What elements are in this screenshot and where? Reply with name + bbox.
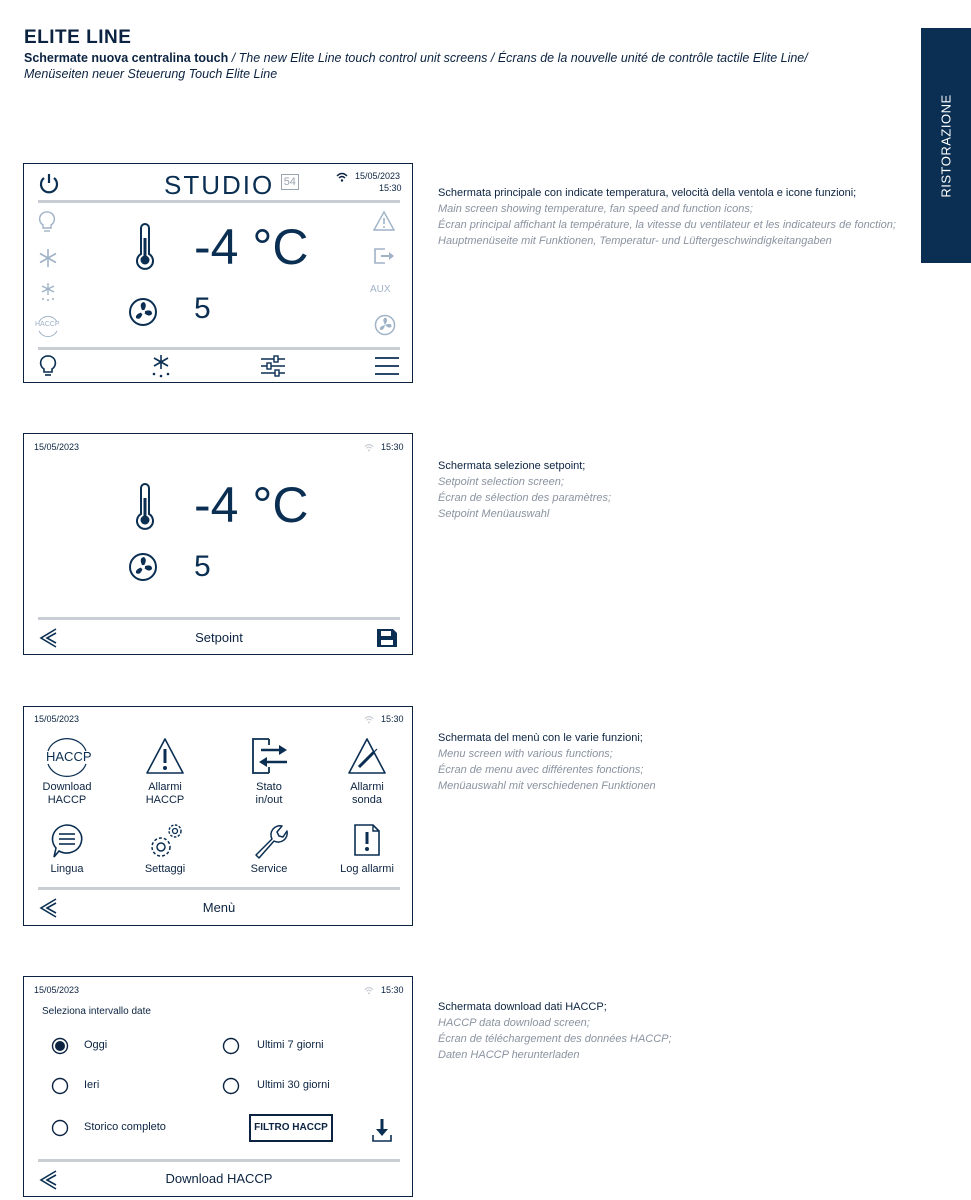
- wifi-icon: [364, 715, 374, 724]
- footer-title: Download HACCP: [165, 1171, 273, 1186]
- menu-hamburger-icon[interactable]: [375, 356, 399, 376]
- speech-bubble-icon: [50, 823, 84, 859]
- radio-label: Oggi: [84, 1039, 108, 1051]
- desc-en: Main screen showing temperature, fan speed and function icons;: [438, 203, 753, 215]
- date-range-prompt: Seleziona intervallo date: [42, 1006, 151, 1017]
- radio-unselected-icon: [51, 1119, 69, 1137]
- wifi-icon: [364, 986, 374, 995]
- haccp-download-screen: [23, 976, 413, 1197]
- temperature-setpoint-value[interactable]: -4 °C: [194, 477, 309, 533]
- haccp-icon-text: HACCP: [46, 749, 92, 764]
- menu-item-settaggi[interactable]: [134, 821, 196, 881]
- thermometer-icon: [134, 224, 156, 270]
- bottom-separator: [38, 617, 400, 620]
- wifi-icon: [364, 443, 374, 452]
- main-screen: [23, 163, 413, 383]
- radio-label: Ultimi 30 giorni: [257, 1079, 330, 1091]
- status-time: 15:30: [381, 442, 404, 452]
- subtitle-german: Menüseiten neuer Steuerung Touch Elite Line: [24, 67, 278, 81]
- radio-label: Storico completo: [84, 1121, 166, 1133]
- description-setpoint-screen: [438, 458, 918, 522]
- haccp-status-icon: [35, 315, 61, 337]
- page-subtitle: [24, 50, 904, 82]
- radio-unselected-icon: [222, 1077, 240, 1095]
- status-date: 15/05/2023: [34, 985, 80, 995]
- menu-item-download-haccp[interactable]: [36, 735, 98, 809]
- footer-title: Setpoint: [195, 630, 243, 645]
- menu-item-service[interactable]: [238, 821, 300, 881]
- back-chevron-icon[interactable]: [38, 897, 58, 919]
- desc-it: Schermata principale con indicate temperatura, velocità della ventola e icone funzioni;: [438, 187, 857, 199]
- desc-fr: Écran de téléchargement des données HACCP;: [438, 1033, 672, 1045]
- bottom-separator: [38, 1159, 400, 1162]
- temperature-value: -4 °C: [194, 219, 309, 275]
- save-floppy-icon[interactable]: [376, 628, 398, 648]
- desc-en: Menu screen with various functions;: [438, 748, 613, 760]
- menu-item-label: Settaggi: [144, 863, 186, 875]
- wifi-icon: [336, 172, 348, 182]
- desc-de: Menüauswahl mit verschiedenen Funktionen: [438, 780, 656, 792]
- probe-warning-icon: [347, 737, 387, 775]
- description-haccp-download-screen: [438, 999, 918, 1063]
- status-time: 15:30: [381, 985, 404, 995]
- desc-it: Schermata del menù con le varie funzioni;: [438, 732, 643, 744]
- menu-item-label: sonda: [352, 794, 382, 806]
- haccp-icon: [42, 737, 92, 777]
- alarm-log-document-icon: [353, 823, 381, 857]
- menu-item-label: Stato: [256, 781, 282, 793]
- footer-title: Menù: [202, 900, 236, 915]
- section-tab: [921, 28, 971, 263]
- menu-item-label: Allarmi: [148, 781, 182, 793]
- menu-item-lingua[interactable]: [36, 821, 98, 881]
- back-chevron-icon[interactable]: [38, 1169, 58, 1191]
- haccp-status-label: HACCP: [35, 321, 60, 328]
- desc-de: Hauptmenüseite mit Funktionen, Temperatur- und Lüftergeschwindigkeitangaben: [438, 235, 832, 247]
- aux-indicator: [370, 284, 391, 295]
- filtro-haccp-button[interactable]: FILTRO HACCP: [249, 1114, 333, 1142]
- status-date: 15/05/2023: [355, 171, 401, 181]
- radio-ultimi-7-giorni[interactable]: [222, 1037, 324, 1060]
- description-menu-screen: [438, 730, 918, 794]
- radio-selected-icon: [51, 1037, 69, 1055]
- radio-ultimi-30-giorni[interactable]: [222, 1077, 330, 1100]
- radio-oggi[interactable]: [51, 1037, 108, 1060]
- radio-label: Ultimi 7 giorni: [257, 1039, 324, 1051]
- menu-item-allarmi-haccp[interactable]: [134, 735, 196, 809]
- light-bulb-status-icon: [38, 211, 56, 233]
- radio-ieri[interactable]: [51, 1077, 100, 1100]
- fan-speed-setpoint-value[interactable]: 5: [194, 550, 211, 583]
- menu-item-label: HACCP: [145, 794, 185, 806]
- warning-triangle-icon: [145, 737, 185, 775]
- page-title: ELITE LINE: [24, 27, 132, 48]
- desc-fr: Écran de menu avec différentes fonctions;: [438, 764, 644, 776]
- radio-label: Ieri: [84, 1079, 100, 1091]
- desc-en: Setpoint selection screen;: [438, 476, 564, 488]
- fan-icon: [128, 297, 158, 327]
- menu-item-label: in/out: [255, 794, 283, 806]
- bottom-separator: [38, 347, 400, 350]
- in-out-arrows-icon: [251, 737, 291, 775]
- menu-item-label: Allarmi: [350, 781, 384, 793]
- logo-text: STUDIO: [164, 170, 275, 200]
- desc-it: Schermata download dati HACCP;: [438, 1001, 607, 1013]
- desc-de: Daten HACCP herunterladen: [438, 1049, 580, 1061]
- menu-item-stato-in-out[interactable]: [238, 735, 300, 809]
- fan-status-icon: [374, 314, 396, 336]
- desc-en: HACCP data download screen;: [438, 1017, 590, 1029]
- power-icon[interactable]: [38, 173, 60, 195]
- status-time: 15:30: [379, 183, 402, 193]
- desc-fr: Écran de sélection des paramètres;: [438, 492, 612, 504]
- thermometer-icon: [134, 484, 156, 530]
- download-arrow-icon[interactable]: [371, 1117, 393, 1143]
- top-separator: [38, 200, 400, 203]
- sliders-settings-icon[interactable]: [260, 356, 286, 376]
- desc-it: Schermata selezione setpoint;: [438, 460, 586, 472]
- menu-screen: [23, 706, 413, 926]
- snowflake-status-icon: [38, 248, 58, 268]
- fan-icon: [128, 552, 158, 582]
- aux-label: AUX: [370, 284, 391, 295]
- desc-fr: Écran principal affichant la température, la vitesse du ventilateur et les indicateurs de fonction;: [438, 219, 896, 231]
- status-date: 15/05/2023: [34, 442, 80, 452]
- menu-item-log-allarmi[interactable]: [336, 821, 398, 881]
- defrost-status-icon: [38, 282, 58, 302]
- setpoint-screen: [23, 433, 413, 655]
- fan-speed-value: 5: [194, 292, 211, 325]
- menu-item-label: Service: [250, 863, 288, 875]
- alarm-warning-icon: [373, 211, 395, 231]
- gears-icon: [148, 823, 184, 861]
- section-tab-label: RISTORAZIONE: [938, 94, 954, 198]
- back-chevron-icon[interactable]: [38, 627, 58, 649]
- logo-mark: 54: [281, 174, 299, 190]
- status-time: 15:30: [381, 714, 404, 724]
- defrost-button-icon[interactable]: [148, 354, 174, 378]
- light-bulb-button-icon[interactable]: [39, 355, 57, 377]
- wrench-icon: [252, 823, 288, 859]
- menu-item-label: HACCP: [47, 794, 87, 806]
- radio-unselected-icon: [51, 1077, 69, 1095]
- door-exit-icon: [373, 246, 397, 266]
- menu-item-label: Lingua: [50, 863, 84, 875]
- studio54-logo: [164, 170, 299, 201]
- radio-storico-completo[interactable]: [51, 1119, 166, 1142]
- menu-item-allarmi-sonda[interactable]: [336, 735, 398, 809]
- bottom-separator: [38, 887, 400, 890]
- subtitle-italian: Schermate nuova centralina touch: [24, 51, 229, 65]
- desc-de: Setpoint Menüauswahl: [438, 508, 550, 520]
- status-date: 15/05/2023: [34, 714, 80, 724]
- description-main-screen: [438, 185, 918, 249]
- menu-item-label: Log allarmi: [340, 863, 394, 875]
- radio-unselected-icon: [222, 1037, 240, 1055]
- subtitle-translations: / The new Elite Line touch control unit screens / Écrans de la nouvelle unité de contrôle tactile Elite Line/: [228, 51, 808, 65]
- menu-item-label: Download: [42, 781, 92, 793]
